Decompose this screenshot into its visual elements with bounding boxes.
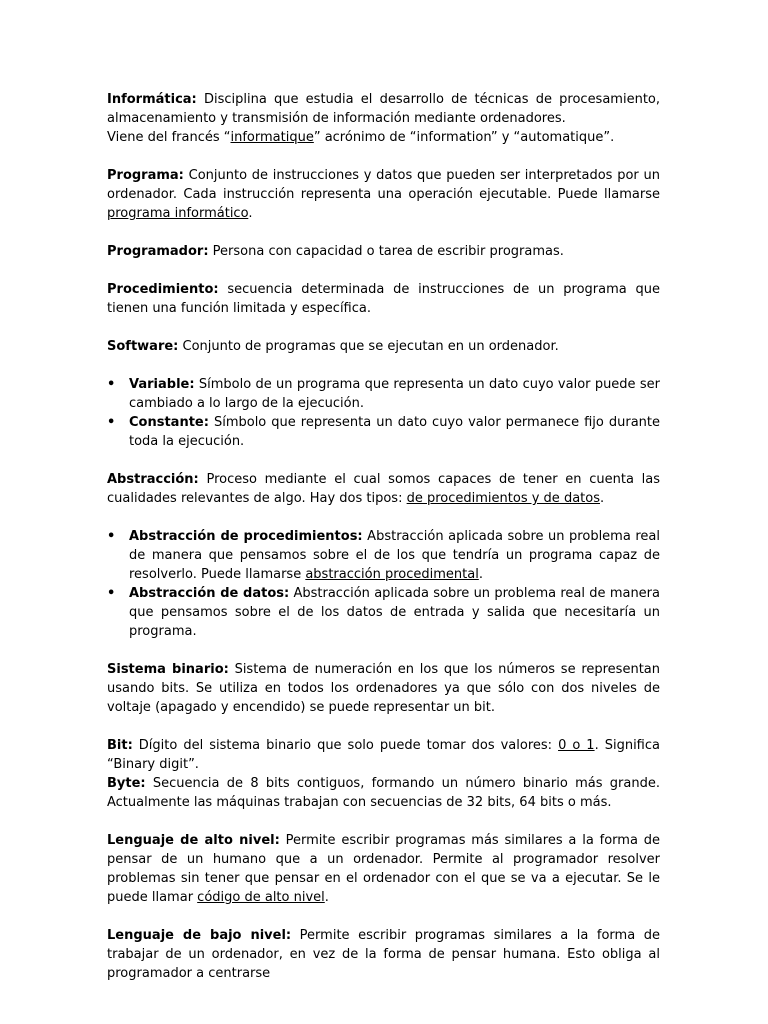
origin-text-a: Viene del francés “ [107, 130, 231, 145]
list-item-abs-datos [107, 584, 660, 641]
def-abs-proc: Abstracción aplicada sobre un problema real de manera que pensamos sobre el de los que tendría un programa capaz de resolverlo. Puede llamarse [129, 529, 660, 582]
entry-alto-nivel [107, 831, 660, 907]
term-sistema-binario: Sistema binario: [107, 662, 229, 677]
list-item-variable [107, 375, 660, 413]
term-programa: Programa: [107, 168, 184, 183]
def-procedimiento: secuencia determinada de instrucciones de un programa que tienen una función limitada y específica. [107, 282, 660, 316]
term-abs-datos: Abstracción de datos: [129, 586, 290, 601]
entry-procedimiento [107, 280, 660, 318]
term-alto-nivel: Lenguaje de alto nivel: [107, 833, 280, 848]
period: . [478, 567, 483, 582]
entry-informatica [107, 90, 660, 147]
bullet-icon: • [107, 377, 116, 392]
term-informatica: Informática: [107, 92, 197, 107]
def-abstraccion: Proceso mediante el cual somos capaces de tener en cuenta las cualidades relevantes de algo. Hay dos tipos: [107, 472, 660, 506]
term-bit: Bit: [107, 738, 133, 753]
entry-software [107, 337, 660, 356]
period: . [324, 890, 329, 905]
entry-bit [107, 736, 660, 774]
term-procedimiento: Procedimiento: [107, 282, 219, 297]
def-bit-end: . Significa “Binary digit”. [107, 738, 660, 772]
def-abs-datos: Abstracción aplicada sobre un problema real de manera que pensamos sobre el de los datos de entrada y salida que necesitaría un programa. [129, 586, 660, 639]
term-abstraccion: Abstracción: [107, 472, 199, 487]
origin-line [107, 128, 660, 147]
def-byte: Secuencia de 8 bits contiguos, formando un número binario más grande. Actualmente las máquinas trabajan con secuencias de 32 bits, 64 bits o más. [107, 776, 660, 810]
origin-text-b: ” acrónimo de “information” y “automatique”. [313, 130, 615, 145]
entry-programa [107, 166, 660, 223]
bullet-icon: • [107, 529, 116, 544]
def-programador: Persona con capacidad o tarea de escribir programas. [208, 244, 564, 259]
term-abs-proc: Abstracción de procedimientos: [129, 529, 363, 544]
term-constante: Constante: [129, 415, 209, 430]
term-byte: Byte: [107, 776, 146, 791]
def-variable: Símbolo de un programa que representa un dato cuyo valor puede ser cambiado a lo largo de la ejecución. [129, 377, 660, 411]
abstraccion-list [107, 527, 660, 641]
def-alto-nivel: Permite escribir programas más similares a la forma de pensar de un humano que a un ordenador. Permite al programador resolver problemas sin tener que pensar en el ordenador con el que se va a ejecutar. Se le puede llamar [107, 833, 660, 905]
bullet-icon: • [107, 586, 116, 601]
underlined-abstraccion-procedimental: abstracción procedimental [305, 567, 479, 582]
term-bajo-nivel: Lenguaje de bajo nivel: [107, 928, 292, 943]
def-bit: Dígito del sistema binario que solo puede tomar dos valores: [132, 738, 559, 753]
def-constante: Símbolo que representa un dato cuyo valor permanece fijo durante toda la ejecución. [129, 415, 660, 449]
period: . [599, 491, 605, 506]
entry-abstraccion [107, 470, 660, 508]
def-software: Conjunto de programas que se ejecutan en un ordenador. [178, 339, 559, 354]
list-item-constante [107, 413, 660, 451]
def-sistema-binario: Sistema de numeración en los que los números se representan usando bits. Se utiliza en todos los ordenadores ya que sólo con dos niveles de voltaje (apagado y encendido) se puede representar un bit. [107, 662, 660, 715]
def-programa: Conjunto de instrucciones y datos que pueden ser interpretados por un ordenador. Cada instrucción representa una operación ejecutable. Puede llamarse [107, 168, 660, 202]
period: . [248, 206, 253, 221]
underlined-codigo-alto-nivel: código de alto nivel [197, 890, 325, 905]
def-informatica: Disciplina que estudia el desarrollo de técnicas de procesamiento, almacenamiento y transmisión de información mediante ordenadores. [107, 92, 660, 126]
term-programador: Programador: [107, 244, 209, 259]
entry-programador [107, 242, 660, 261]
list-item-abs-proc [107, 527, 660, 584]
document-page [107, 90, 660, 1002]
term-software: Software: [107, 339, 179, 354]
underlined-0-o-1: 0 o 1 [558, 738, 595, 753]
underlined-tipos: de procedimientos y de datos [406, 491, 600, 506]
variables-list [107, 375, 660, 451]
term-variable: Variable: [129, 377, 195, 392]
bullet-icon: • [107, 415, 116, 430]
entry-byte [107, 774, 660, 812]
entry-bajo-nivel [107, 926, 660, 983]
underlined-programa-informatico: programa informático [107, 206, 249, 221]
link-informatique: informatique [230, 130, 314, 145]
def-bajo-nivel: Permite escribir programas similares a la forma de trabajar de un ordenador, en vez de la forma de pensar humana. Esto obliga al programador a centrarse [107, 928, 660, 981]
entry-sistema-binario [107, 660, 660, 717]
